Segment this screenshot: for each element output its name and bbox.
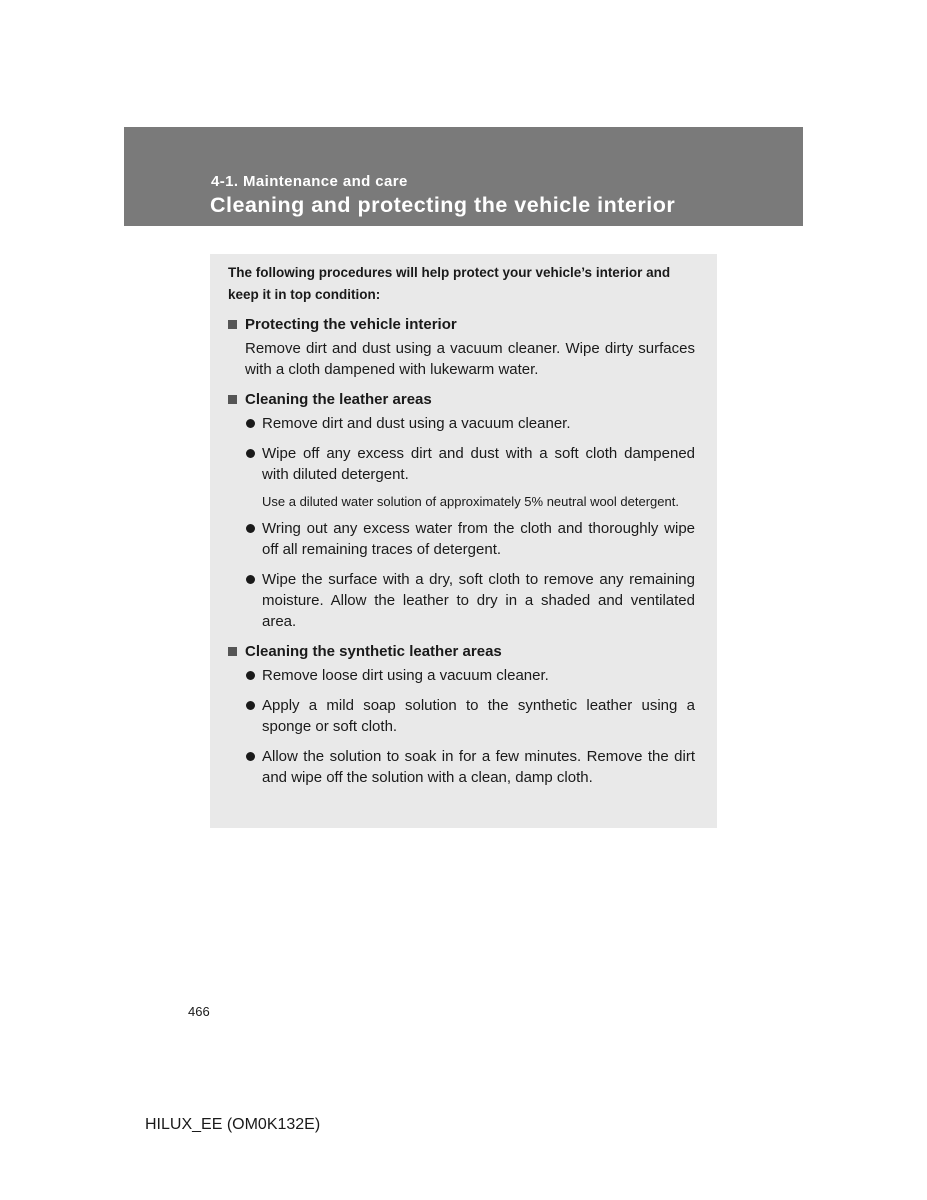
list-item <box>245 518 695 560</box>
section-heading-text: Protecting the vehicle interior <box>245 316 457 333</box>
page-number: 466 <box>188 1004 210 1019</box>
content-box <box>210 254 717 828</box>
section-body: Remove dirt and dust using a vacuum cleaner. Wipe dirty surfaces with a cloth dampened with lukewarm water. <box>245 340 695 378</box>
list-item-text: Wring out any excess water from the cloth and thoroughly wipe off all remaining traces of detergent. <box>262 520 695 558</box>
list-item <box>245 413 695 434</box>
square-bullet-icon <box>228 647 237 656</box>
circle-bullet-icon <box>246 701 255 710</box>
list-item-note: Use a diluted water solution of approximately 5% neutral wool detergent. <box>262 494 679 509</box>
circle-bullet-icon <box>246 671 255 680</box>
list-item <box>245 665 695 686</box>
page-title: Cleaning and protecting the vehicle interior <box>210 193 676 217</box>
list-item-text: Wipe the surface with a dry, soft cloth to remove any remaining moisture. Allow the leather to dry in a shaded and ventilated area. <box>262 571 695 630</box>
circle-bullet-icon <box>246 575 255 584</box>
list-item-text: Wipe off any excess dirt and dust with a soft cloth dampened with diluted detergent. <box>262 445 695 483</box>
bullet-list <box>245 413 695 632</box>
square-bullet-icon <box>228 320 237 329</box>
list-item-text: Apply a mild soap solution to the synthetic leather using a sponge or soft cloth. <box>262 697 695 735</box>
list-item <box>245 746 695 788</box>
circle-bullet-icon <box>246 524 255 533</box>
list-item <box>245 695 695 737</box>
circle-bullet-icon <box>246 449 255 458</box>
section-heading <box>228 314 695 336</box>
list-item-text: Remove dirt and dust using a vacuum cleaner. <box>262 415 571 432</box>
bullet-list <box>245 665 695 788</box>
list-item <box>245 569 695 632</box>
section-heading-text: Cleaning the leather areas <box>245 391 432 408</box>
intro-text: The following procedures will help protect your vehicle’s interior and keep it in top condition: <box>228 265 671 302</box>
section-heading <box>228 389 695 411</box>
section-header-bar <box>124 127 803 226</box>
list-item-text: Remove loose dirt using a vacuum cleaner. <box>262 667 549 684</box>
document-code: HILUX_EE (OM0K132E) <box>145 1116 321 1133</box>
section-heading <box>228 641 695 663</box>
circle-bullet-icon <box>246 752 255 761</box>
list-item <box>245 443 695 485</box>
circle-bullet-icon <box>246 419 255 428</box>
list-item-text: Allow the solution to soak in for a few minutes. Remove the dirt and wipe off the solution with a clean, damp cloth. <box>262 748 695 786</box>
square-bullet-icon <box>228 395 237 404</box>
section-heading-text: Cleaning the synthetic leather areas <box>245 643 502 660</box>
section-label: 4-1. Maintenance and care <box>211 173 408 190</box>
